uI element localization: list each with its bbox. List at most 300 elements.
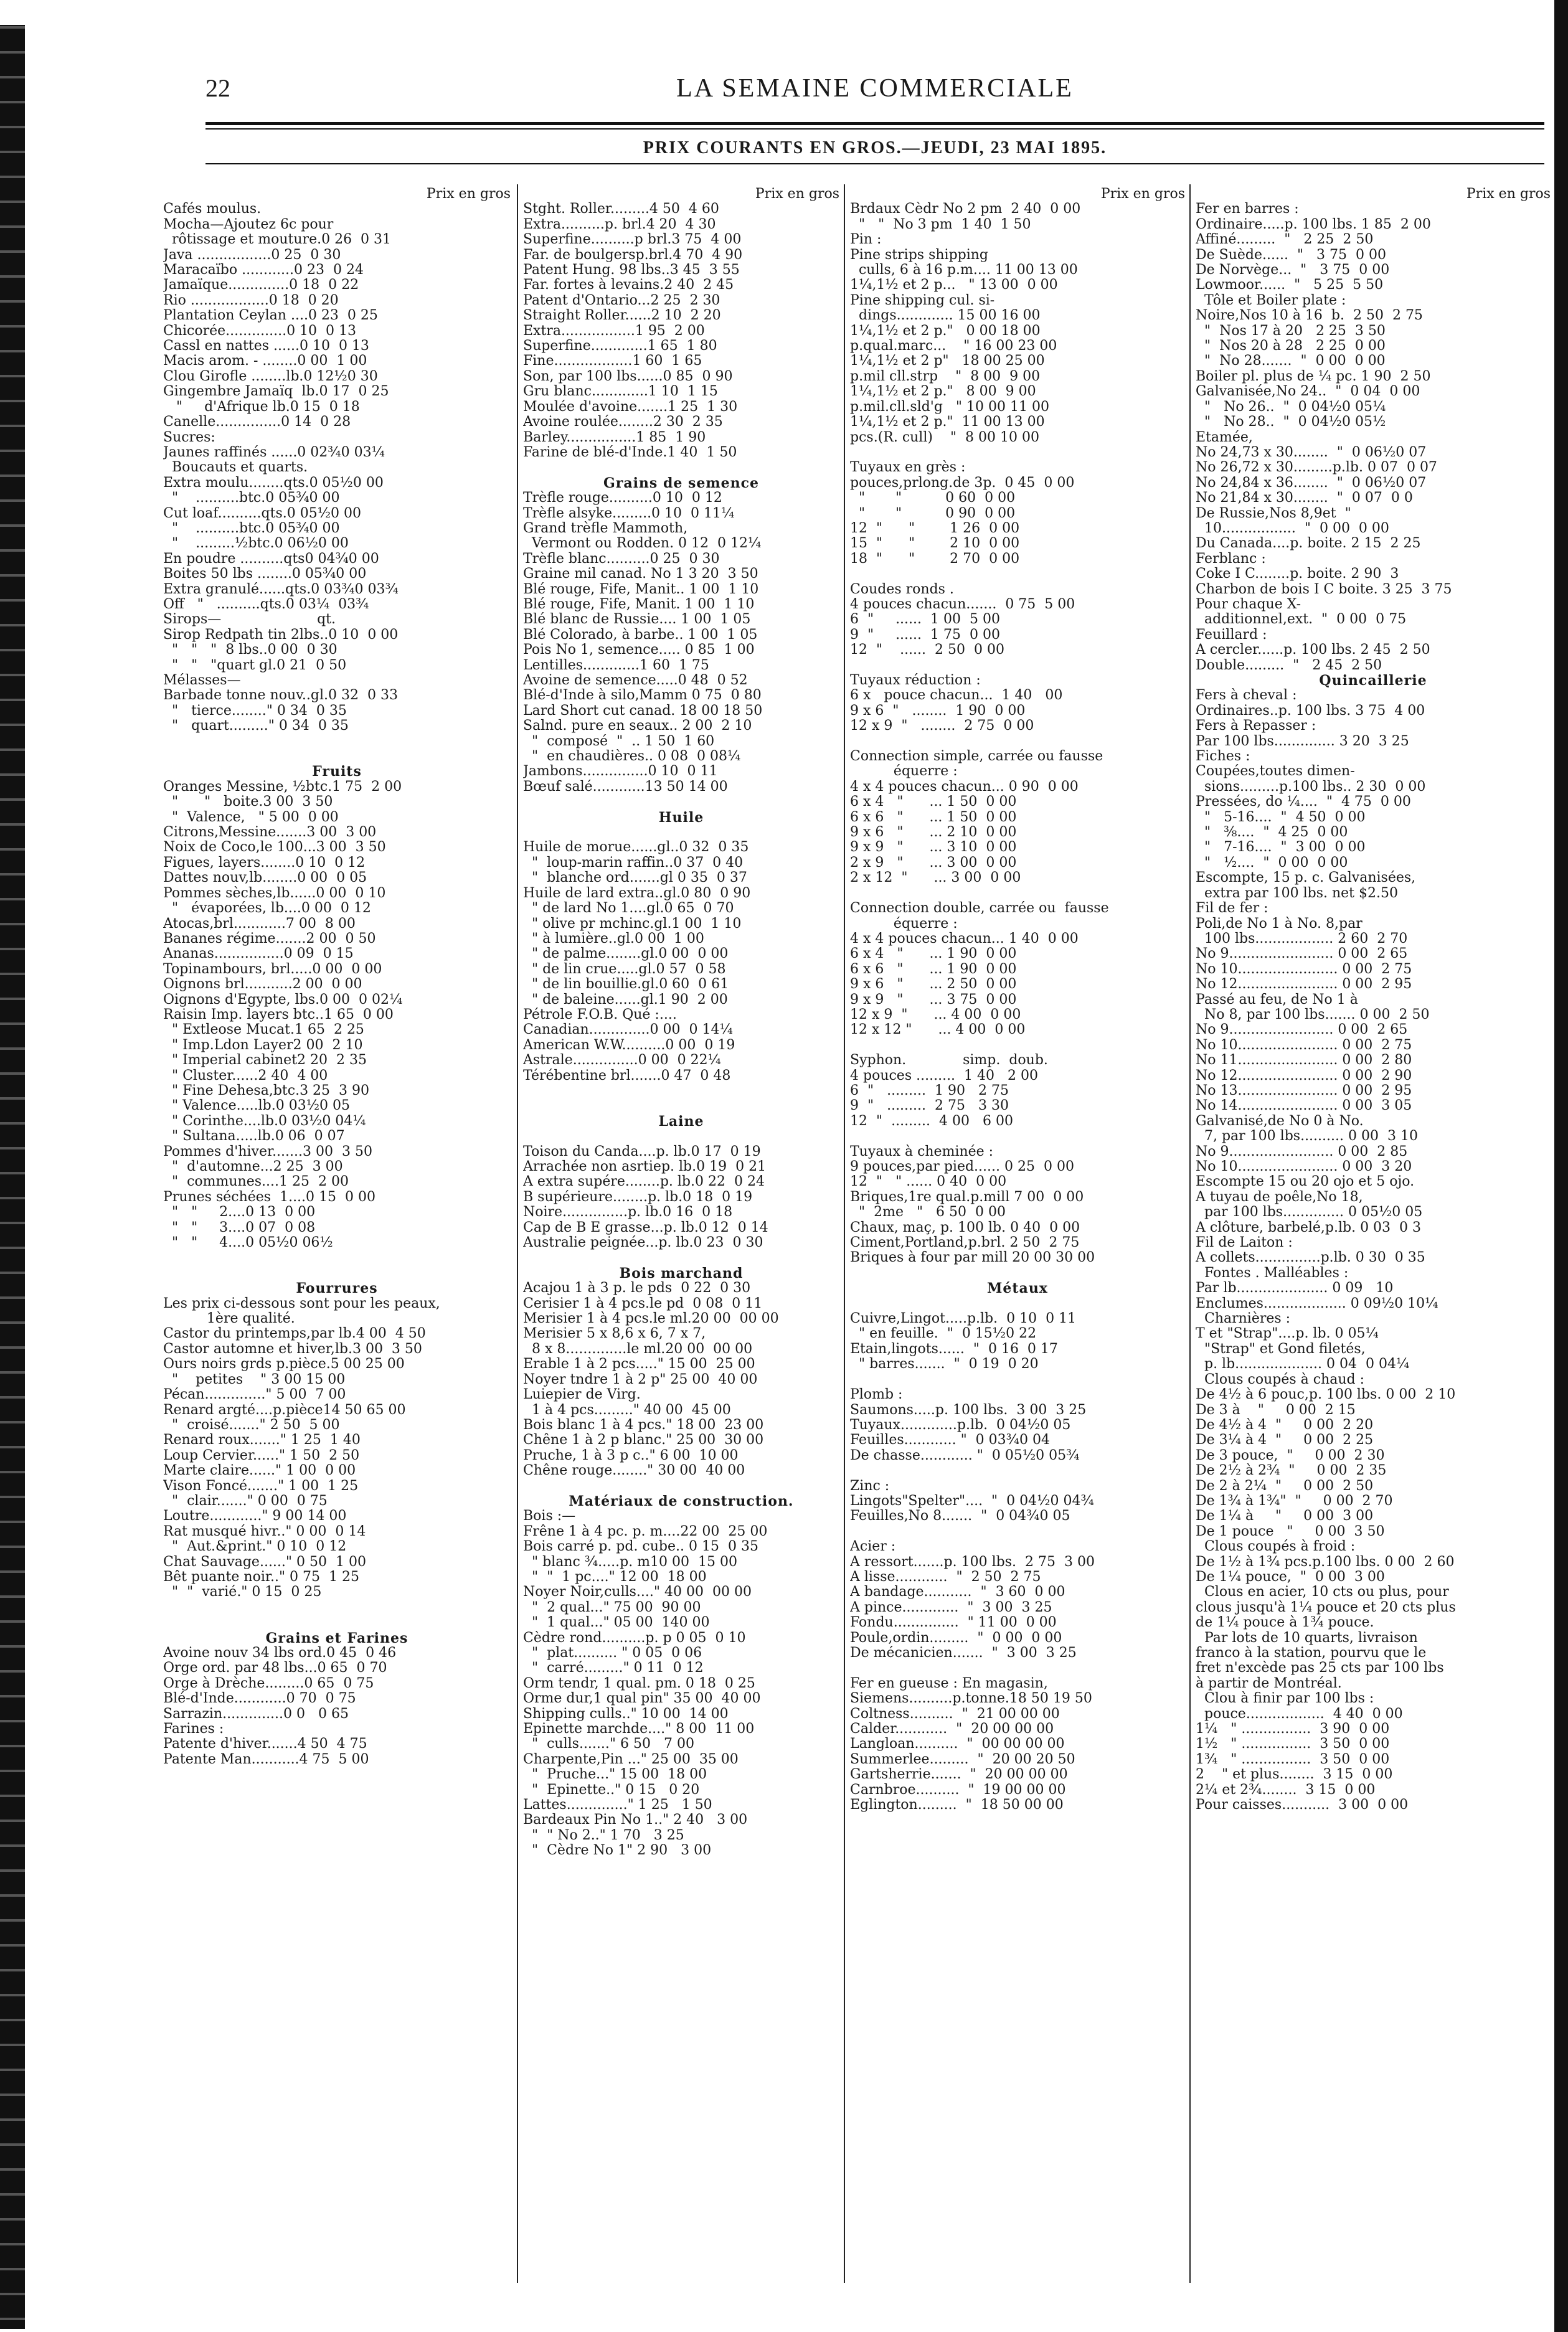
price-line: 6 x pouce chacun... 1 40 00 [850, 688, 1063, 704]
price-line: Clous coupés à froid : [1196, 1539, 1356, 1555]
price-line: 1½ " ................ 3 50 0 00 [1196, 1737, 1390, 1752]
price-line: Astrale...............0 00 0 22¼ [523, 1053, 721, 1069]
price-line: Jamaïque..............0 18 0 22 [163, 278, 359, 293]
price-line: Superfine.............1 65 1 80 [523, 339, 717, 354]
price-line: 6 x 4 " ... 1 50 0 00 [850, 795, 1017, 810]
price-line: Chêne rouge........" 30 00 40 00 [523, 1463, 745, 1479]
price-line: Oranges Messine, ½btc.1 75 2 00 [163, 779, 402, 795]
price-line: Poule,ordin......... " 0 00 0 00 [850, 1630, 1062, 1646]
price-column-2 [523, 187, 839, 2279]
price-line [523, 1250, 839, 1265]
price-line: 9 " ......... 2 75 3 30 [850, 1098, 1009, 1114]
price-line: sions.........p.100 lbs.. 2 30 0 00 [1196, 779, 1426, 795]
price-line: " " varié." 0 15 0 25 [163, 1585, 322, 1600]
price-line: Bois blanc 1 à 4 pcs." 18 00 23 00 [523, 1417, 764, 1433]
section-heading: Matériaux de construction. [569, 1493, 794, 1509]
price-line: Pruche, 1 à 3 p c.." 6 00 10 00 [523, 1448, 739, 1463]
section-heading: Grains et Farines [265, 1630, 409, 1646]
price-line: Oignons brl...........2 00 0 00 [163, 977, 362, 993]
price-line: Galvanisé,de No 0 à No. [1196, 1113, 1364, 1129]
price-line: par 100 lbs.............. 0 05½0 05 [1196, 1205, 1423, 1220]
price-line: " loup-marin raffin..0 37 0 40 [523, 855, 744, 871]
price-line: De 3¼ à 4 " 0 00 2 25 [1196, 1433, 1374, 1448]
price-line: " " 2....0 13 0 00 [163, 1205, 316, 1220]
price-line: 100 lbs.................. 2 60 2 70 [1196, 931, 1408, 946]
price-line [163, 734, 511, 749]
price-line: " Aut.&print." 0 10 0 12 [163, 1539, 347, 1555]
price-line: 9 x 6 " ... 2 10 0 00 [850, 825, 1017, 841]
price-line: No 26,72 x 30.........p.lb. 0 07 0 07 [1196, 460, 1437, 476]
price-line: Tuyaux.............p.lb. 0 04½0 05 [850, 1417, 1071, 1433]
price-line: No 10....................... 0 00 2 75 [1196, 1037, 1412, 1053]
price-line: De 3 pouce, " 0 00 2 30 [1196, 1448, 1385, 1463]
price-line: Noyer Noir,culls...." 40 00 00 00 [523, 1585, 752, 1600]
price-line: Extra granulé......qts.0 03¾0 03¾ [163, 582, 399, 597]
price-line [163, 1250, 511, 1265]
price-line: Blé-d'Inde............0 70 0 75 [163, 1691, 356, 1707]
price-line: Bois carré p. pd. cube.. 0 15 0 35 [523, 1539, 758, 1555]
price-line: " de lin crue.....gl.0 57 0 58 [523, 961, 726, 977]
price-line: " ..........btc.0 05¾0 00 [163, 491, 340, 506]
price-line: 8 x 8..............le ml.20 00 00 00 [523, 1341, 753, 1357]
price-line: Toison du Canda....p. lb.0 17 0 19 [523, 1144, 761, 1159]
price-line [523, 825, 839, 840]
price-line: " 2 qual..." 75 00 90 00 [523, 1600, 701, 1615]
price-line: " No 28....... " 0 00 0 00 [1196, 354, 1386, 369]
price-line: Sarrazin..............0 0 0 65 [163, 1706, 349, 1722]
price-line: fret n'excède pas 25 cts par 100 lbs [1196, 1661, 1444, 1676]
price-line: Mocha—Ajoutez 6c pour [163, 217, 334, 232]
price-line: T et "Strap"....p. lb. 0 05¼ [1196, 1326, 1379, 1342]
price-line [523, 460, 839, 475]
price-line: Huile de lard extra..gl.0 80 0 90 [523, 885, 751, 901]
binding-edge-right [1554, 0, 1568, 2332]
price-line: Connection simple, carrée ou fausse [850, 749, 1103, 765]
price-line: Rio ..................0 18 0 20 [163, 293, 339, 308]
price-line: Superfine..........p brl.3 75 4 00 [523, 232, 742, 248]
price-line: 2¼ et 2¾........ 3 15 0 00 [1196, 1782, 1376, 1798]
price-line [850, 1463, 1185, 1478]
price-line: Trèfle blanc..........0 25 0 30 [523, 551, 720, 567]
price-line: " Sultana.....lb.0 06 0 07 [163, 1129, 345, 1145]
price-line [163, 1600, 511, 1615]
price-line: A lisse............ " 2 50 2 75 [850, 1569, 1041, 1585]
price-line [163, 1615, 511, 1630]
price-line: Fers à cheval : [1196, 688, 1297, 704]
price-line: No 24,84 x 36........ " 0 06½0 07 [1196, 475, 1427, 491]
binding-edge-left [0, 25, 25, 2329]
price-line: De 4½ à 6 pouc,p. 100 lbs. 0 00 2 10 [1196, 1387, 1456, 1403]
price-line: Cuivre,Lingot.....p.lb. 0 10 0 11 [850, 1311, 1077, 1327]
section-heading: Fruits [312, 764, 362, 780]
price-line: Zinc : [850, 1478, 890, 1494]
price-line: Térébentine brl.......0 47 0 48 [523, 1068, 731, 1083]
price-line: De Russie,Nos 8,9et " [1196, 506, 1351, 521]
price-line: Orge à Drèche.........0 65 0 75 [163, 1676, 374, 1691]
price-line: Pin : [850, 232, 882, 248]
price-line: Pécan.............." 5 00 7 00 [163, 1387, 346, 1403]
price-line: Loup Cervier......" 1 50 2 50 [163, 1448, 360, 1463]
price-line: Merisier 5 x 8,6 x 6, 7 x 7, [523, 1326, 706, 1342]
price-line: " Extleose Mucat.1 65 2 25 [163, 1022, 364, 1038]
price-line: Patent Hung. 98 lbs..3 45 3 55 [523, 263, 740, 278]
price-line: Par 100 lbs.............. 3 20 3 25 [1196, 734, 1409, 749]
price-line: Fer en gueuse : En magasin, [850, 1676, 1048, 1691]
price-line: 1¼,1½ et 2 p." 11 00 13 00 [850, 415, 1045, 430]
price-line: No 21,84 x 30........ " 0 07 0 0 [1196, 491, 1413, 506]
price-line: " " " 8 lbs..0 00 0 30 [163, 643, 338, 658]
price-line: clous jusqu'à 1¼ pouce et 20 cts plus [1196, 1600, 1456, 1615]
price-line: Bois :— [523, 1509, 576, 1524]
price-line: Ananas................0 09 0 15 [163, 946, 354, 962]
price-line: " Cèdre No 1" 2 90 3 00 [523, 1843, 712, 1859]
price-line: Clou Girofle ........lb.0 12½0 30 [163, 369, 378, 384]
price-line: En poudre ..........qts0 04¾0 00 [163, 551, 379, 567]
price-line: " clair......." 0 00 0 75 [163, 1493, 328, 1509]
price-line [850, 658, 1185, 673]
price-line: " d'automne...2 25 3 00 [163, 1159, 343, 1174]
price-line: 1ère qualité. [163, 1311, 295, 1327]
price-line: Plomb : [850, 1387, 903, 1403]
price-line: Bardeaux Pin No 1.." 2 40 3 00 [523, 1813, 748, 1828]
price-line: Orge ord. par 48 lbs...0 65 0 70 [163, 1661, 387, 1676]
price-line: No 12....................... 0 00 2 90 [1196, 1068, 1412, 1083]
price-line: Off " ..........qts.0 03¼ 03¾ [163, 597, 369, 612]
price-line: Etamée, [1196, 430, 1253, 445]
price-line: " en feuille. " 0 15½0 22 [850, 1326, 1037, 1342]
price-line: Grand trèfle Mammoth, [523, 521, 688, 536]
price-line: " 5-16.... " 4 50 0 00 [1196, 810, 1366, 825]
price-line: Blé-d'Inde à silo,Mamm 0 75 0 80 [523, 688, 762, 704]
price-line [163, 749, 511, 764]
price-line: Charpente,Pin ..." 25 00 35 00 [523, 1752, 739, 1767]
price-line: Fil de fer : [1196, 901, 1268, 917]
price-line: Gru blanc.............1 10 1 15 [523, 384, 718, 400]
price-line: Erable 1 à 2 pcs....." 15 00 25 00 [523, 1357, 755, 1372]
price-line: Feuillard : [1196, 627, 1267, 643]
price-line: " Valence.....lb.0 03½0 05 [163, 1098, 351, 1114]
column-header: Prix en gros [646, 187, 839, 202]
price-line: 12 " " ...... 0 40 0 00 [850, 1174, 1007, 1190]
price-line: 4 x 4 pouces chacun... 1 40 0 00 [850, 931, 1079, 946]
price-line: " Fine Dehesa,btc.3 25 3 90 [163, 1083, 370, 1098]
price-line: Siemens..........p.tonne.18 50 19 50 [850, 1691, 1092, 1707]
price-line: 1¼,1½ et 2 p." 8 00 9 00 [850, 384, 1036, 400]
price-line: De mécanicien....... " 3 00 3 25 [850, 1646, 1077, 1661]
price-line: Galvanisée,No 24.. " 0 04 0 00 [1196, 384, 1420, 400]
price-line: 9 pouces,par pied...... 0 25 0 00 [850, 1159, 1074, 1174]
price-line: De Suède...... " 3 75 0 00 [1196, 247, 1387, 263]
price-line [523, 795, 839, 810]
price-line: " " 0 90 0 00 [850, 506, 1016, 521]
price-line: De 1¼ à " 0 00 3 00 [1196, 1509, 1374, 1524]
column-header: Prix en gros [1388, 187, 1551, 202]
price-line: 12 " ...... 2 50 0 00 [850, 643, 1004, 658]
price-line [850, 1661, 1185, 1676]
price-line: Noix de Coco,le 100...3 00 3 50 [163, 840, 386, 856]
price-line: 1¼ " ................ 3 90 0 00 [1196, 1722, 1390, 1737]
price-column-4 [1196, 187, 1551, 2279]
price-line: Fer en barres : [1196, 202, 1299, 217]
price-line: Syphon. simp. doub. [850, 1053, 1048, 1069]
price-line: " quart........." 0 34 0 35 [163, 719, 349, 734]
price-line: Carnbroe.......... " 19 00 00 00 [850, 1782, 1066, 1798]
price-line: Cafés moulus. [163, 202, 262, 217]
price-line: 9 x 9 " ... 3 10 0 00 [850, 840, 1017, 856]
price-line: Trèfle rouge..........0 10 0 12 [523, 491, 722, 506]
price-line: Poli,de No 1 à No. 8,par [1196, 916, 1363, 932]
price-line: Pine strips shipping [850, 247, 989, 263]
price-line: à partir de Montréal. [1196, 1676, 1342, 1691]
price-line: Loutre............" 9 00 14 00 [163, 1509, 347, 1524]
price-line: A extra supére........p. lb.0 22 0 24 [523, 1174, 765, 1190]
price-line: Pétrole F.O.B. Qué :.... [523, 1007, 677, 1022]
price-line: Feuilles,No 8....... " 0 04¾0 05 [850, 1509, 1070, 1524]
price-line: 7, par 100 lbs.......... 0 00 3 10 [1196, 1129, 1418, 1145]
price-line: " Nos 20 à 28 2 25 0 00 [1196, 339, 1386, 354]
price-line: Brdaux Cèdr No 2 pm 2 40 0 00 [850, 202, 1081, 217]
price-line: pouce.................. 4 40 0 00 [1196, 1706, 1403, 1722]
price-line: Moulée d'avoine.......1 25 1 30 [523, 399, 738, 415]
price-line: Graine mil canad. No 1 3 20 3 50 [523, 567, 758, 582]
subtitle-rule [205, 163, 1544, 164]
price-line: Bêt puante noir.." 0 75 1 25 [163, 1569, 360, 1585]
price-line: De 2½ à 2¾ " 0 00 2 35 [1196, 1463, 1387, 1479]
price-line: No 9........................ 0 00 2 65 [1196, 1022, 1408, 1038]
price-line: A ressort.......p. 100 lbs. 2 75 3 00 [850, 1554, 1095, 1570]
price-line: " Imp.Ldon Layer2 00 2 10 [163, 1037, 363, 1053]
price-line: " " 0 60 0 00 [850, 491, 1016, 506]
price-line: " de lin bouillie.gl.0 60 0 61 [523, 977, 729, 993]
price-line: " " "quart gl.0 21 0 50 [163, 658, 347, 673]
price-line [850, 1372, 1185, 1387]
price-line: " barres....... " 0 19 0 20 [850, 1357, 1039, 1372]
price-line: A tuyau de poêle,No 18, [1196, 1189, 1363, 1205]
price-line [850, 1129, 1185, 1144]
price-line: Java .................0 25 0 30 [163, 247, 341, 263]
price-line: De 1½ à 1¾ pcs.p.100 lbs. 0 00 2 60 [1196, 1554, 1455, 1570]
price-line: Du Canada....p. boite. 2 15 2 25 [1196, 536, 1421, 552]
price-line: Boiler pl. plus de ¼ pc. 1 90 2 50 [1196, 369, 1431, 384]
price-line: Fine..................1 60 1 65 [523, 354, 702, 369]
price-line: " croisé......." 2 50 5 00 [163, 1417, 340, 1433]
price-line: Avoine nouv 34 lbs ord.0 45 0 46 [163, 1646, 397, 1661]
price-line: 12 x 9 " ... 4 00 0 00 [850, 1007, 1021, 1022]
price-line: Fers à Repasser : [1196, 719, 1316, 734]
price-line [850, 1524, 1185, 1539]
price-line: Ours noirs grds p.pièce.5 00 25 00 [163, 1357, 405, 1372]
price-line: " Valence, " 5 00 0 00 [163, 810, 339, 825]
price-line: 6 x 6 " ... 1 90 0 00 [850, 961, 1017, 977]
price-line: Escompte 15 ou 20 ojo et 5 ojo. [1196, 1174, 1415, 1190]
price-line: Huile de morue......gl..0 32 0 35 [523, 840, 749, 856]
price-line: " Corinthe....lb.0 03½0 04¼ [163, 1113, 366, 1129]
price-line: Merisier 1 à 4 pcs.le ml.20 00 00 00 [523, 1311, 779, 1327]
price-line: additionnel,ext. " 0 00 0 75 [1196, 612, 1407, 628]
price-line: Bœuf salé............13 50 14 00 [523, 779, 728, 795]
price-line: Blé rouge, Fife, Manit. 1 00 1 10 [523, 597, 755, 612]
price-line: Patent d'Ontario...2 25 2 30 [523, 293, 720, 308]
price-line: 4 x 4 pouces chacun... 0 90 0 00 [850, 779, 1079, 795]
price-line: No 24,73 x 30........ " 0 06½0 07 [1196, 445, 1427, 460]
price-line: Canadian..............0 00 0 14¼ [523, 1022, 733, 1038]
price-line: Luiepier de Virg. [523, 1387, 641, 1403]
price-line [523, 1129, 839, 1144]
price-line: Barley................1 85 1 90 [523, 430, 706, 445]
price-line: Maracaïbo ............0 23 0 24 [163, 263, 364, 278]
price-line: Canelle...............0 14 0 28 [163, 415, 351, 430]
price-line: A pince............. " 3 00 3 25 [850, 1600, 1052, 1615]
price-line: " blanc ¾.....p. m10 00 15 00 [523, 1554, 737, 1570]
price-line: Noire...............p. lb.0 16 0 18 [523, 1205, 733, 1220]
price-line: " composé " .. 1 50 1 60 [523, 734, 715, 749]
price-line: " tierce........" 0 34 0 35 [163, 703, 347, 719]
price-column-1 [163, 187, 511, 2279]
price-line: " en chaudières.. 0 08 0 08¼ [523, 749, 741, 765]
price-line: Boucauts et quarts. [163, 460, 308, 476]
price-line: Orm tendr, 1 qual. pm. 0 18 0 25 [523, 1676, 755, 1691]
price-line: No 13....................... 0 00 2 95 [1196, 1083, 1412, 1098]
price-line: de 1¼ pouce à 1¾ pouce. [1196, 1615, 1374, 1631]
price-line: " Nos 17 à 20 2 25 3 50 [1196, 323, 1386, 339]
header-rule-thin [205, 128, 1544, 130]
price-line: Double......... " 2 45 2 50 [1196, 658, 1382, 673]
price-line: Lard Short cut canad. 18 00 18 50 [523, 703, 763, 719]
price-line: " communes....1 25 2 00 [163, 1174, 349, 1190]
price-line: Chicorée..............0 10 0 13 [163, 323, 357, 339]
price-line: De 2 à 2¼ " 0 00 2 50 [1196, 1478, 1374, 1494]
price-line: " " No 2.." 1 70 3 25 [523, 1828, 684, 1843]
price-line: A collets...............p.lb. 0 30 0 35 [1196, 1250, 1425, 1266]
price-line: 9 x 9 " ... 3 75 0 00 [850, 992, 1017, 1008]
price-line: Orme dur,1 qual pin" 35 00 40 00 [523, 1691, 761, 1707]
price-line: rôtissage et mouture.0 26 0 31 [163, 232, 392, 248]
column-header: Prix en gros [305, 187, 511, 202]
price-line: " Pruche..." 15 00 18 00 [523, 1767, 707, 1783]
price-line: Gartsherrie....... " 20 00 00 00 [850, 1767, 1068, 1783]
price-line: 4 pouces chacun....... 0 75 5 00 [850, 597, 1075, 612]
price-line: " de lard No 1....gl.0 65 0 70 [523, 901, 734, 917]
price-line: " " 1 pc...." 12 00 18 00 [523, 1569, 707, 1585]
price-line: Citrons,Messine.......3 00 3 00 [163, 825, 377, 841]
price-line: Avoine de semence.....0 48 0 52 [523, 673, 748, 688]
price-line: Stght. Roller.........4 50 4 60 [523, 202, 719, 217]
price-line: Noyer tndre 1 à 2 p" 25 00 40 00 [523, 1372, 758, 1387]
price-line: Topinambours, brl.....0 00 0 00 [163, 961, 382, 977]
price-line: A cercler......p. 100 lbs. 2 45 2 50 [1196, 643, 1430, 658]
price-line: Passé au feu, de No 1 à [1196, 992, 1358, 1008]
price-line: Salnd. pure en seaux.. 2 00 2 10 [523, 719, 752, 734]
column-divider [1189, 184, 1191, 2283]
price-line: Avoine roulée........2 30 2 35 [523, 415, 723, 430]
price-line: Pressées, do ¼.... " 4 75 0 00 [1196, 795, 1411, 810]
price-line: Lattes.............." 1 25 1 50 [523, 1798, 712, 1813]
price-line: Acajou 1 à 3 p. le pds 0 22 0 30 [523, 1281, 751, 1296]
price-line: " " 3....0 07 0 08 [163, 1220, 316, 1235]
price-line: " 7-16.... " 3 00 0 00 [1196, 840, 1366, 856]
price-line: " d'Afrique lb.0 15 0 18 [163, 399, 360, 415]
price-line: Lingots"Spelter".... " 0 04½0 04¾ [850, 1493, 1094, 1509]
price-line: A clôture, barbelé,p.lb. 0 03 0 3 [1196, 1220, 1422, 1235]
price-line: Fiches : [1196, 749, 1250, 765]
price-line [850, 1296, 1185, 1311]
price-line: 2 x 9 " ... 3 00 0 00 [850, 855, 1017, 871]
price-line: Far. de boulgersp.brl.4 70 4 90 [523, 247, 743, 263]
price-line: Cassl en nattes ......0 10 0 13 [163, 339, 369, 354]
price-line: " carré........." 0 11 0 12 [523, 1661, 704, 1676]
price-line: p.mil cll.strp " 8 00 9 00 [850, 369, 1041, 384]
price-line: No 10....................... 0 00 3 20 [1196, 1159, 1412, 1174]
price-line: No 12....................... 0 00 2 95 [1196, 977, 1412, 993]
price-line: Marte claire......" 1 00 0 00 [163, 1463, 356, 1479]
price-line: "Strap" et Gond filetés, [1196, 1341, 1366, 1357]
price-line: 1¼,1½ et 2 p" 18 00 25 00 [850, 354, 1045, 369]
price-line: Oignons d'Egypte, lbs.0 00 0 02¼ [163, 992, 403, 1008]
price-line: Dattes nouv,lb........0 00 0 05 [163, 871, 367, 886]
price-line: De chasse............ " 0 05½0 05¾ [850, 1448, 1080, 1463]
price-line: " 1 qual..." 05 00 140 00 [523, 1615, 710, 1631]
price-line: " évaporées, lb....0 00 0 12 [163, 901, 371, 917]
price-line: Eglington......... " 18 50 00 00 [850, 1798, 1064, 1813]
price-line: De 1¼ pouce, " 0 00 3 00 [1196, 1569, 1385, 1585]
price-line: Vermont ou Rodden. 0 12 0 12¼ [523, 536, 762, 552]
price-line [850, 886, 1185, 901]
price-line: Fil de Laiton : [1196, 1235, 1293, 1251]
price-line: équerre : [850, 764, 958, 780]
price-line [850, 1038, 1185, 1053]
price-line: Extra moulu........qts.0 05½0 00 [163, 475, 384, 491]
header-rule-thick [205, 122, 1544, 125]
price-line: Coudes ronds . [850, 582, 954, 597]
price-line: Figues, layers........0 10 0 12 [163, 855, 366, 871]
price-line: franco à la station, pourvu que le [1196, 1646, 1427, 1661]
price-line: Farine de blé-d'Inde.1 40 1 50 [523, 445, 737, 460]
price-line: Pommes d'hiver.......3 00 3 50 [163, 1144, 372, 1159]
price-line [850, 445, 1185, 460]
price-line: Frêne 1 à 4 pc. p. m....22 00 25 00 [523, 1524, 768, 1539]
price-line: Les prix ci-dessous sont pour les peaux, [163, 1296, 440, 1311]
price-line: 1¼,1½ et 2 p." 0 00 18 00 [850, 323, 1041, 339]
price-line: Tuyaux réduction : [850, 673, 981, 688]
price-line [523, 1479, 839, 1494]
price-line: Charnières : [1196, 1311, 1291, 1327]
price-line: No 9........................ 0 00 2 85 [1196, 1144, 1408, 1159]
price-line: Coupées,toutes dimen- [1196, 764, 1355, 780]
section-heading: Quincaillerie [1319, 673, 1427, 689]
price-line: " ..........btc.0 05¾0 00 [163, 521, 340, 536]
price-line: No 10....................... 0 00 2 75 [1196, 961, 1412, 977]
price-line: Clou à finir par 100 lbs : [1196, 1691, 1374, 1707]
price-line: Par lb..................... 0 09 10 [1196, 1281, 1394, 1296]
price-line: " plat.......... " 0 05 0 06 [523, 1646, 702, 1661]
price-line: Cèdre rond..........p. p 0 05 0 10 [523, 1630, 746, 1646]
price-line: Tuyaux à cheminée : [850, 1144, 994, 1159]
price-line: Charbon de bois I C boite. 3 25 3 75 [1196, 582, 1452, 597]
price-line: Farines : [163, 1722, 224, 1737]
price-line: Briques,1re qual.p.mill 7 00 0 00 [850, 1189, 1084, 1205]
price-line: No 14....................... 0 00 3 05 [1196, 1098, 1412, 1114]
price-line: Bananes régime.......2 00 0 50 [163, 931, 376, 946]
price-line: No 11....................... 0 00 2 80 [1196, 1053, 1412, 1069]
price-column-3 [850, 187, 1185, 2279]
section-heading: Grains de semence [603, 475, 760, 491]
price-line: Acier : [850, 1539, 896, 1555]
price-line: Briques à four par mill 20 00 30 00 [850, 1250, 1095, 1266]
price-line: 18 " " 2 70 0 00 [850, 551, 1020, 567]
price-line: Tuyaux en grès : [850, 460, 966, 476]
price-line: Tôle et Boiler plate : [1196, 293, 1346, 308]
price-line: " petites " 3 00 15 00 [163, 1372, 346, 1387]
